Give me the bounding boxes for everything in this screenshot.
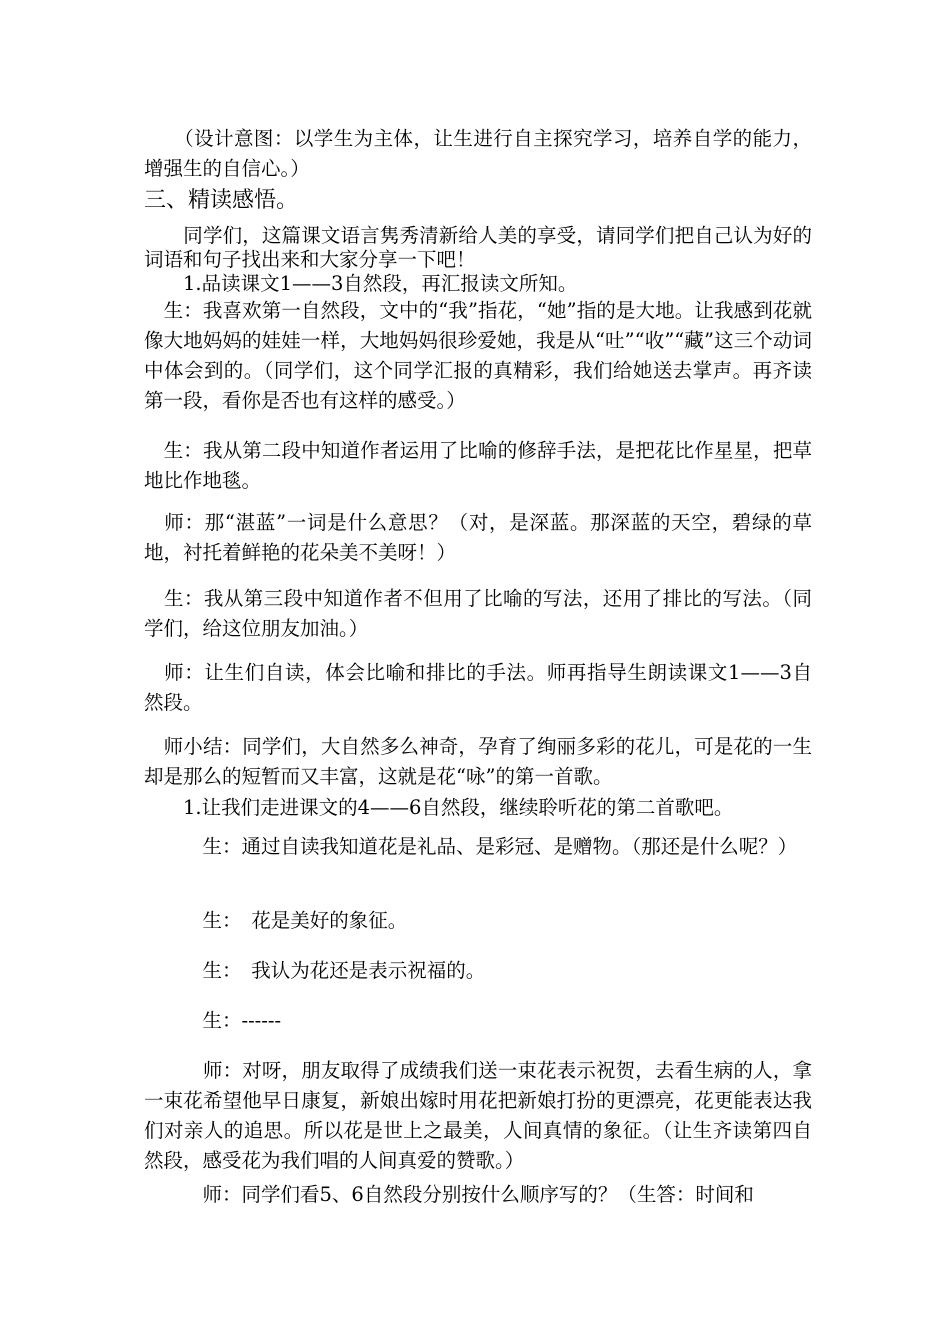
step-1-paragraph: 1.品读课文1——3自然段，再汇报读文所知。: [144, 272, 578, 295]
design-intent-paragraph: （设计意图：以学生为主体，让生进行自主探究学习，培养自学的能力，增强生的自信心。）: [144, 127, 812, 180]
student-answer-paragraph: 生：通过自读我知道花是礼品、是彩冠、是赠物。（那还是什么呢？）: [144, 835, 798, 858]
student-answer-paragraph: 生：我从第三段中知道作者不但用了比喻的写法，还用了排比的写法。（同学们，给这位朋友加油。）: [144, 587, 812, 640]
student-answer-paragraph: 生： 我认为花还是表示祝福的。: [144, 959, 486, 982]
student-answer-paragraph: 生：------: [144, 1009, 282, 1032]
student-answer-paragraph: 生：我从第二段中知道作者运用了比喻的修辞手法，是把花比作星星，把草地比作地毯。: [144, 439, 812, 492]
teacher-paragraph: 师：让生们自读，体会比喻和排比的手法。师再指导生朗读课文1——3自然段。: [144, 661, 812, 714]
student-answer-paragraph: 生： 花是美好的象征。: [144, 909, 408, 932]
teacher-paragraph: 师：那“湛蓝”一词是什么意思？（对，是深蓝。那深蓝的天空，碧绿的草地，衬托着鲜艳的花朵美不美呀！）: [144, 511, 812, 564]
teacher-paragraph: 师：同学们看5、6自然段分别按什么顺序写的？（生答：时间和: [144, 1183, 754, 1206]
section-heading: 三、精读感悟。: [144, 188, 299, 213]
student-answer-paragraph: 生：我喜欢第一自然段，文中的“我”指花，“她”指的是大地。让我感到花就像大地妈妈的娃娃一样，大地妈妈很珍爱她，我是从“吐”“收”“藏”这三个动词中体会到的。（同学们，这个同学汇报的真精彩，我们给她送去掌声。再齐读第一段，看你是否也有这样的感受。）: [144, 299, 812, 412]
teacher-summary-paragraph: 师小结：同学们，大自然多么神奇，孕育了绚丽多彩的花儿，可是花的一生却是那么的短暂而又丰富，这就是花“咏”的第一首歌。: [144, 735, 812, 788]
teacher-paragraph: 师：对呀，朋友取得了成绩我们送一束花表示祝贺，去看生病的人，拿一束花希望他早日康复，新娘出嫁时用花把新娘打扮的更漂亮，花更能表达我们对亲人的追思。所以花是世上之最美，人间真情的象征。（让生齐读第四自然段，感受花为我们唱的人间真爱的赞歌。）: [144, 1059, 812, 1172]
step-2-paragraph: 1.让我们走进课文的4——6自然段，继续聆听花的第二首歌吧。: [144, 796, 734, 819]
intro-paragraph: 同学们，这篇课文语言隽秀清新给人美的享受，请同学们把自己认为好的词语和句子找出来和大家分享一下吧！: [144, 224, 812, 271]
